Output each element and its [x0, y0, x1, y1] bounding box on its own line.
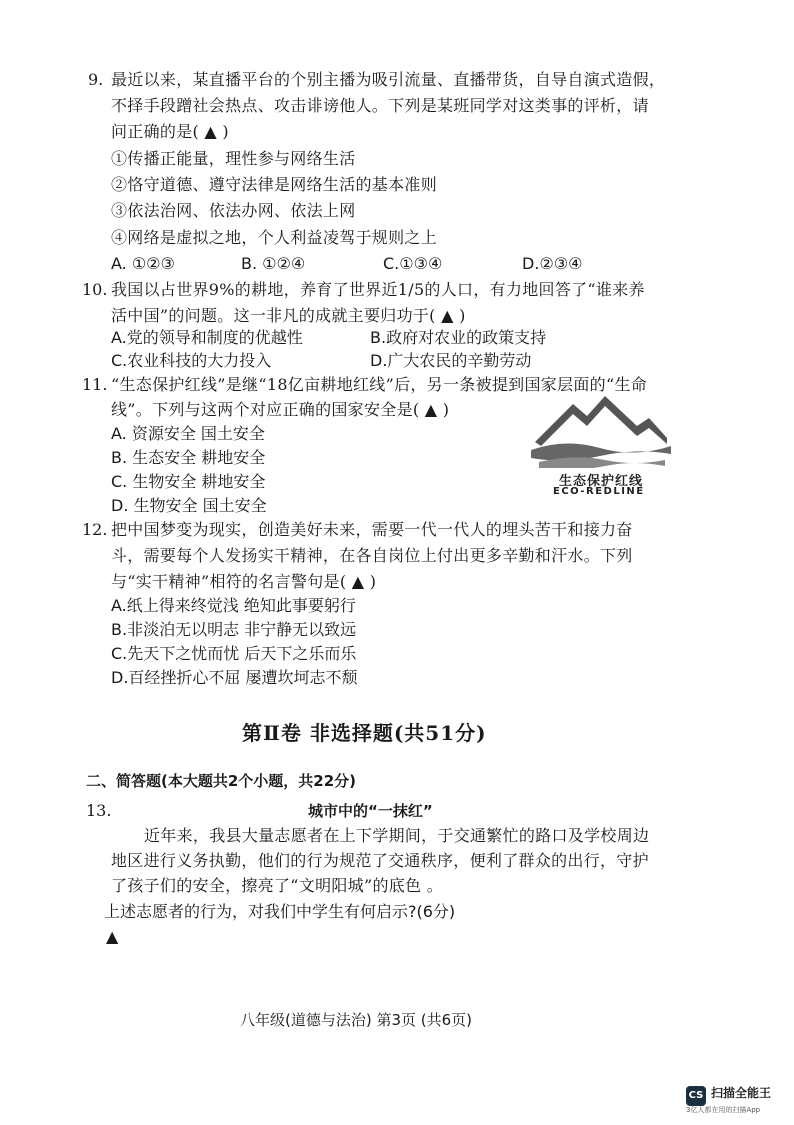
q10-option-c: C.农业科技的大力投入 — [111, 351, 272, 370]
q12-stem-line-3: 与“实干精神”相符的名言警句是( ▲ ) — [111, 572, 377, 591]
watermark-app-name: 扫描全能王 — [711, 1086, 772, 1100]
logo-chinese-text: 生态保护红线 — [559, 474, 644, 489]
q12-stem-line-1: 把中国梦变为现实，创造美好未来，需要一代一代人的埋头苦干和接力奋 — [111, 520, 633, 539]
page-footer: 八年级(道德与法治) 第3页 (共6页) — [240, 1011, 473, 1029]
q13-question: 上述志愿者的行为，对我们中学生有何启示?(6分) — [104, 902, 456, 921]
q12-option-d: D.百经挫折心不屈 屡遭坎坷志不颓 — [111, 668, 358, 687]
q12-stem-line-2: 斗，需要每个人发扬实干精神，在各自岗位上付出更多辛勤和汗水。下列 — [111, 546, 633, 565]
camscanner-logo-icon: CS — [686, 1086, 706, 1106]
q13-para-line-3: 了孩子们的安全，擦亮了“文明阳城”的底色 。 — [111, 876, 444, 895]
q10-option-a: A.党的领导和制度的优越性 — [111, 328, 303, 347]
q12-option-a: A.纸上得来终觉浅 绝知此事要躬行 — [111, 596, 356, 615]
q9-option-b: B. ①②④ — [241, 254, 306, 273]
q10-option-b: B.政府对农业的政策支持 — [370, 328, 547, 347]
answer-marker: ▲ — [106, 927, 119, 946]
q12-number: 12. — [82, 520, 108, 539]
q11-stem-line-1: “生态保护红线”是继“18亿亩耕地红线”后，另一条被提到国家层面的“生命 — [111, 375, 648, 394]
q9-item-4: ④网络是虚拟之地，个人利益凌驾于规则之上 — [111, 228, 438, 247]
q9-number: 9. — [88, 70, 104, 89]
q12-option-b: B.非淡泊无以明志 非宁静无以致远 — [111, 620, 357, 639]
q13-para-line-1: 近年来，我县大量志愿者在上下学期间，于交通繁忙的路口及学校周边 — [144, 826, 650, 845]
q13-number: 13. — [86, 801, 112, 820]
q12-option-c: C.先天下之忧而忧 后天下之乐而乐 — [111, 644, 357, 663]
q11-option-b: B. 生态安全 耕地安全 — [111, 448, 266, 467]
q11-number: 11. — [82, 375, 108, 394]
q9-item-1: ①传播正能量，理性参与网络生活 — [111, 149, 356, 168]
q11-option-c: C. 生物安全 耕地安全 — [111, 472, 266, 491]
q13-para-line-2: 地区进行义务执勤，他们的行为规范了交通秩序，便利了群众的出行，守护 — [111, 851, 649, 870]
mountain-logo-icon — [525, 390, 675, 468]
q10-option-d: D.广大农民的辛勤劳动 — [370, 351, 532, 370]
q9-stem-line-3: 问正确的是( ▲ ) — [111, 122, 229, 141]
q9-item-3: ③依法治网、依法办网、依法上网 — [111, 201, 356, 220]
q10-number: 10. — [82, 280, 108, 299]
watermark-tagline: 3亿人都在用的扫描App — [686, 1106, 761, 1114]
eco-redline-logo — [525, 390, 675, 500]
q9-stem-line-2: 不择手段蹭社会热点、攻击诽谤他人。下列是某班同学对这类事的评析，请 — [111, 96, 649, 115]
q9-option-d: D.②③④ — [522, 254, 583, 273]
q9-option-c: C.①③④ — [383, 254, 443, 273]
q13-title: 城市中的“一抹红” — [308, 802, 433, 820]
q9-item-2: ②恪守道德、遵守法律是网络生活的基本准则 — [111, 175, 438, 194]
q11-stem-line-2: 线”。下列与这两个对应正确的国家安全是( ▲ ) — [111, 400, 450, 419]
q10-stem-line-1: 我国以占世界9%的耕地，养育了世界近1/5的人口，有力地回答了“谁来养 — [111, 280, 645, 299]
q9-option-a: A. ①②③ — [111, 254, 175, 273]
logo-english-text: ECO-REDLINE — [553, 486, 645, 497]
q11-option-a: A. 资源安全 国土安全 — [111, 424, 265, 443]
section-heading: 二、简答题(本大题共2个小题，共22分) — [86, 772, 357, 790]
q10-stem-line-2: 活中国”的问题。这一非凡的成就主要归功于( ▲ ) — [111, 306, 466, 325]
part2-heading: 第Ⅱ卷 非选择题(共51分) — [242, 721, 487, 745]
q11-option-d: D. 生物安全 国土安全 — [111, 496, 267, 515]
q9-stem-line-1: 最近以来，某直播平台的个别主播为吸引流量、直播带货，自导自演式造假， — [111, 70, 666, 89]
